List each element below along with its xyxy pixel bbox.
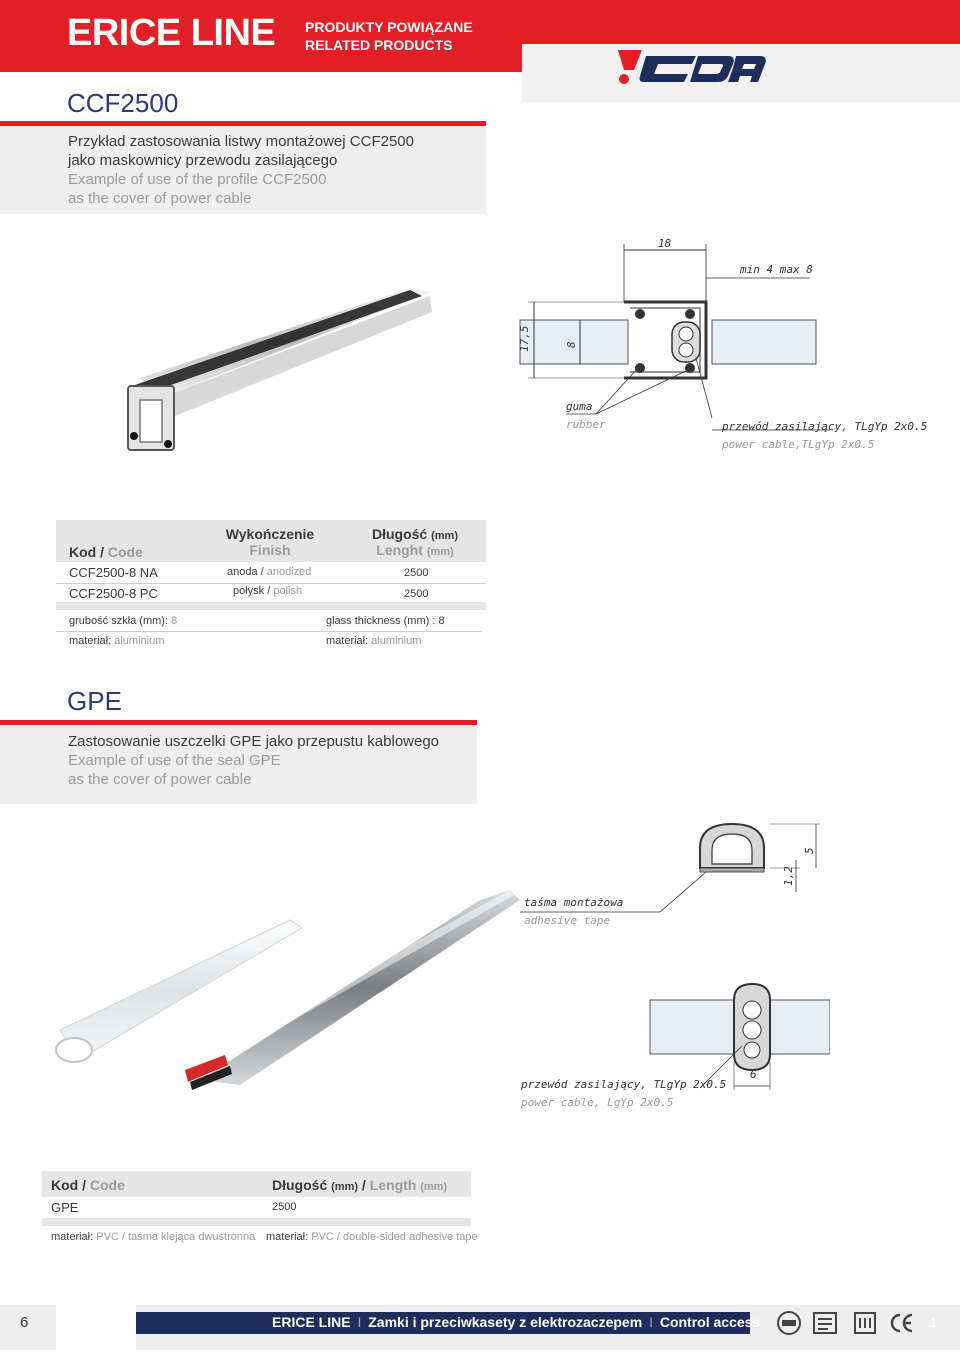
ccf-col-length-unit: (mm)	[431, 530, 458, 542]
ccf-row-1-finish-pl: anoda	[227, 566, 258, 578]
gpe-table-separator	[42, 1218, 471, 1226]
gpe-dim-gap: 6	[750, 1068, 757, 1081]
ccf-dim-width: 18	[658, 237, 672, 250]
gpe-label-cable-en: power cable, LgYp 2x0.5	[521, 1096, 674, 1109]
ccf-dim-inner: 8	[565, 341, 578, 348]
ccf-desc-pl-2: jako maskownicy przewodu zasilającego	[68, 152, 338, 169]
gpe-desc-en-2: as the cover of power cable	[68, 771, 252, 788]
gpe-material-pl	[51, 1231, 255, 1243]
ccf-glass-pl-value: 8	[171, 615, 178, 627]
ccf-col-code-pl: Kod	[69, 544, 97, 560]
gpe-col-length-pl: Długość	[272, 1177, 328, 1193]
ce-mark-icon	[888, 1310, 914, 1336]
gpe-dim-tape: 1,2	[782, 866, 795, 886]
related-pl: PRODUKTY POWIĄZANE	[305, 19, 473, 35]
gpe-seal-photo	[40, 860, 530, 1100]
gpe-material-en-label: materiał:	[266, 1231, 309, 1243]
gpe-description	[0, 726, 477, 804]
ccf-col-length-pl: Długość	[371, 526, 428, 542]
ccf-row-1-finish-en: anodized	[266, 566, 312, 578]
gpe-cable-label	[521, 1076, 726, 1112]
footer-gap	[56, 1305, 136, 1350]
ccf-description	[0, 126, 486, 214]
gpe-title: GPE	[67, 686, 122, 716]
ccf-row-1-code: CCF2500-8 NA	[69, 565, 158, 580]
ccf-col-length	[360, 526, 470, 558]
brand-title: ERICE LINE	[67, 12, 276, 54]
ccf-row-2-finish-en: polish	[273, 585, 303, 597]
gpe-col-length-slash: /	[361, 1177, 366, 1193]
ccf-label-cable-pl: przewód zasilający, TLgYp 2x0.5	[722, 420, 928, 433]
ccf-row-1-length: 2500	[404, 567, 429, 579]
ccf-col-finish	[225, 526, 315, 558]
gpe-desc-en-1: Example of use of the seal GPE	[68, 752, 281, 769]
ccf-glass-pl-label: grubość szkła (mm):	[69, 615, 169, 627]
gpe-label-tape-en: adhesive tape	[524, 914, 611, 927]
ccf-label-rubber-en: rubber	[566, 418, 606, 431]
ccf-material-en	[326, 635, 421, 647]
gpe-col-length-unit-en: (mm)	[420, 1181, 448, 1193]
footer-page-right: 1	[930, 1315, 938, 1330]
ccf-material-en-label: materiał:	[326, 635, 369, 647]
gpe-material-pl-value: PVC / taśma klejąca dwustronna	[96, 1231, 256, 1243]
ccf-dim-gap: min 4 max 8	[740, 263, 813, 276]
gpe-material-en	[266, 1231, 478, 1243]
gpe-technical-drawing	[520, 820, 830, 1110]
footer-separator-2: I	[649, 1314, 653, 1330]
gpe-col-code: Kod / Code	[51, 1177, 125, 1193]
gpe-dim-height: 5	[803, 847, 816, 854]
quality-mark-icon	[852, 1310, 878, 1336]
ccf-title: CCF2500	[67, 88, 179, 118]
ccf-glass-pl	[69, 615, 177, 627]
footer-separator-1: I	[357, 1314, 362, 1330]
gpe-material-en-value: PVC / double-sided adhesive tape	[311, 1231, 478, 1243]
ccf-glass-en: glass thickness (mm) : 8	[326, 615, 445, 627]
gpe-row-code: GPE	[51, 1200, 79, 1215]
ccf-profile-photo	[110, 268, 440, 468]
ccf-material-pl-value: aluminium	[114, 635, 165, 647]
ccf-col-code-en: Code	[107, 544, 143, 560]
ccf-desc-en-2: as the cover of power cable	[68, 190, 252, 207]
ccf-row-2-finish: połysk / polish	[233, 585, 303, 597]
footer-page-number: 6	[20, 1314, 29, 1331]
footer-section-pl: Zamki i przeciwkasety z elektrozaczepem	[368, 1314, 643, 1330]
ccf-row-2-finish-pl: połysk	[233, 585, 265, 597]
ccf-col-finish-en: Finish	[249, 542, 291, 558]
gpe-label-tape-pl: taśma montażowa	[524, 896, 624, 909]
ccf-col-finish-pl: Wykończenie	[225, 526, 315, 542]
ccf-material-pl-label: materiał:	[69, 635, 112, 647]
cda-logo	[612, 48, 768, 88]
ccf-material-en-value: aluminium	[371, 635, 422, 647]
related-products-heading	[305, 18, 473, 54]
ccf-row-2-code: CCF2500-8 PC	[69, 586, 158, 601]
ccf-cable-label	[722, 418, 927, 454]
gpe-material-pl-label: materiał:	[51, 1231, 94, 1243]
ccf-table-separator	[56, 602, 486, 610]
ccf-desc-en-1: Example of use of the profile CCF2500	[68, 171, 327, 188]
ccf-spec-divider	[56, 631, 482, 632]
gpe-label-cable-pl: przewód zasilający, TLgYp 2x0.5	[521, 1078, 727, 1091]
footer-brand: ERICE LINE	[272, 1314, 351, 1330]
gpe-desc-pl: Zastosowanie uszczelki GPE jako przepustu kablowego	[68, 733, 440, 750]
gpe-col-code-pl: Kod	[51, 1177, 79, 1193]
related-en: RELATED PRODUCTS	[305, 37, 453, 53]
ccf-col-length-en: Lenght	[376, 542, 423, 558]
ccf-dim-height: 17,5	[518, 325, 531, 352]
footer-section-en: Control access	[659, 1314, 761, 1330]
ccf-desc-pl-1: Przykład zastosowania listwy montażowej CCF2500	[68, 133, 414, 150]
ccf-label-rubber-pl: guma	[566, 400, 593, 413]
footer-title	[272, 1314, 760, 1330]
ccf-label-cable-en: power cable,TLgYp 2x0.5	[722, 438, 875, 451]
gpe-col-length-unit: (mm)	[331, 1181, 359, 1193]
ccf-col-length-unit-en: (mm)	[426, 546, 454, 558]
ccf-row-2-length: 2500	[404, 588, 429, 600]
gpe-col-length-en: Length	[369, 1177, 417, 1193]
gpe-row-length: 2500	[272, 1201, 297, 1213]
gpe-col-code-en: Code	[89, 1177, 125, 1193]
tuv-icon	[776, 1310, 802, 1336]
ccf-row-divider	[56, 583, 486, 584]
ccf-col-code: Kod / Code	[69, 544, 143, 560]
gpe-title-rule	[0, 720, 477, 725]
iso-certificate-icon	[812, 1310, 838, 1336]
ccf-material-pl	[69, 635, 164, 647]
gpe-col-length	[272, 1177, 447, 1193]
ccf-row-1-finish: anoda / anodized	[227, 566, 312, 578]
